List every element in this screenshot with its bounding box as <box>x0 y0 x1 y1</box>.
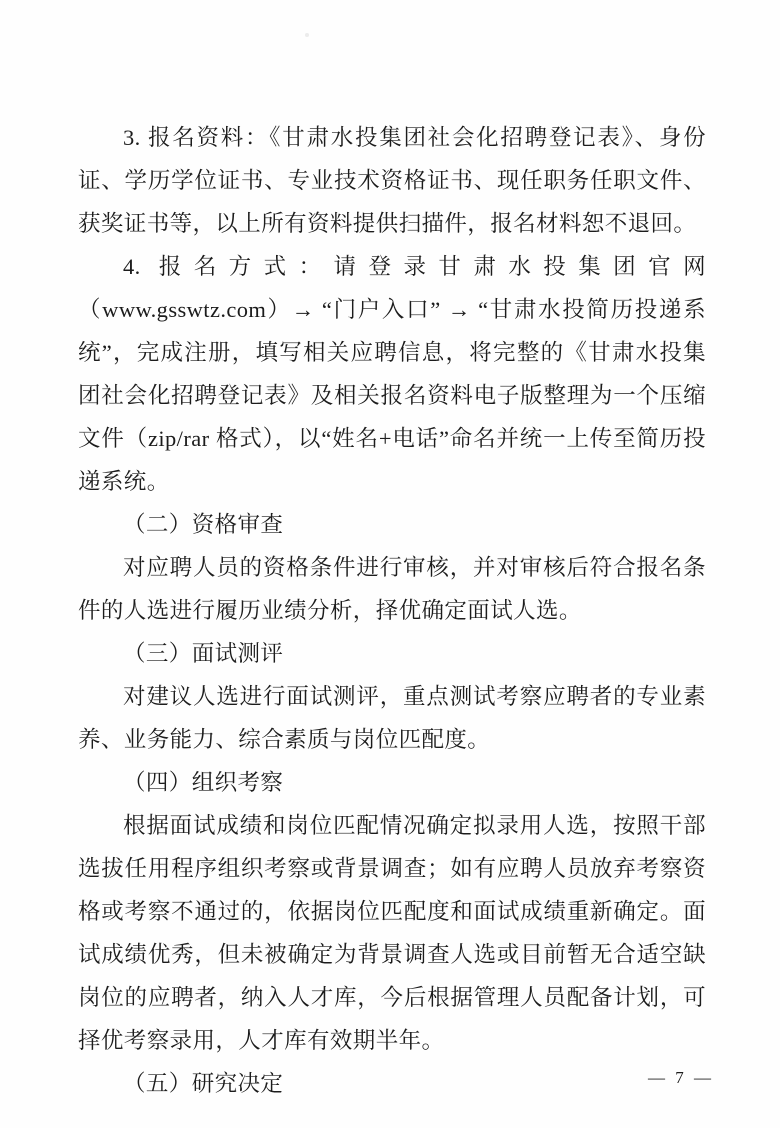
page-number: — 7 — <box>648 1068 714 1087</box>
section-heading: （五）研究决定 <box>123 1071 284 1096</box>
paragraph: 对应聘人员的资格条件进行审核，并对审核后符合报名条件的人选进行履历业绩分析，择优确定面试人选。 <box>78 555 706 623</box>
paragraph: 对建议人选进行面试测评，重点测试考察应聘者的专业素养、业务能力、综合素质与岗位匹配度。 <box>78 684 706 752</box>
document-body <box>78 116 706 1105</box>
section-heading: （二）资格审查 <box>123 512 284 537</box>
scan-artifact-speck <box>305 33 309 37</box>
paragraph: 3. 报名资料：《甘肃水投集团社会化招聘登记表》、身份证、学历学位证书、专业技术资格证书、现任职务任职文件、获奖证书等，以上所有资料提供扫描件，报名材料恕不退回。 <box>78 125 706 236</box>
paragraph: 根据面试成绩和岗位匹配情况确定拟录用人选，按照干部选拔任用程序组织考察或背景调查；如有应聘人员放弃考察资格或考察不通过的，依据岗位匹配度和面试成绩重新确定。面试成绩优秀，但未被确定为背景调查人选或目前暂无合适空缺岗位的应聘者，纳入人才库，今后根据管理人员配备计划，可择优考察录用，人才库有效期半年。 <box>78 813 706 1053</box>
section-heading: （四）组织考察 <box>123 770 284 795</box>
paragraph: 4. 报名方式：请登录甘肃水投集团官网（www.gsswtz.com）→ “门户入口” → “甘肃水投简历投递系统”，完成注册，填写相关应聘信息，将完整的《甘肃水投集团社会化招聘登记表》及相关报名资料电子版整理为一个压缩文件（zip/rar 格式），以“姓名+电话”命名并统一上传至简历投递系统。 <box>78 254 706 494</box>
section-heading: （三）面试测评 <box>123 641 284 666</box>
